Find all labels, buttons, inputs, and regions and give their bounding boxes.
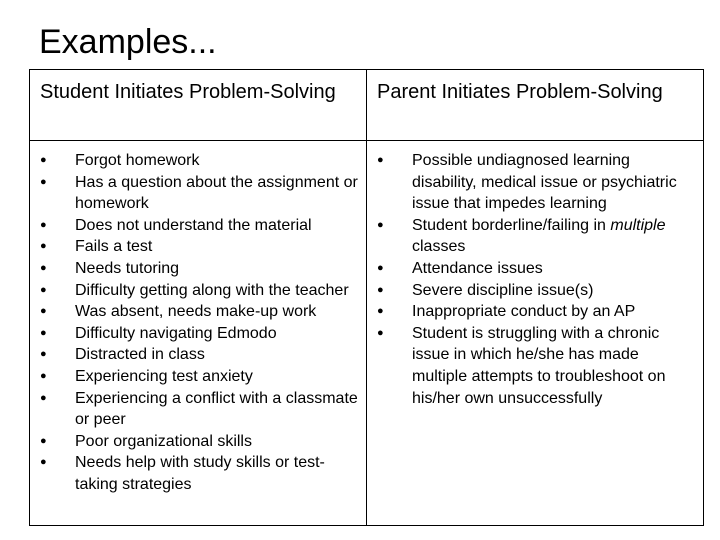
list-item-text: Forgot homework — [75, 152, 200, 169]
parent-cell — [367, 141, 704, 526]
bullet-icon: ● — [40, 261, 47, 274]
list-item — [40, 150, 360, 172]
bullet-icon: ● — [377, 326, 384, 339]
bullet-icon: ● — [377, 261, 384, 274]
bullet-icon: ● — [377, 154, 384, 166]
list-item — [40, 452, 360, 495]
list-item — [40, 388, 360, 431]
bullet-icon: ● — [40, 154, 47, 166]
list-item-text: Was absent, needs make-up work — [75, 303, 317, 321]
list-item — [40, 258, 360, 280]
list-item — [40, 236, 360, 258]
bullet-icon: ● — [40, 326, 47, 339]
bullet-icon: ● — [377, 218, 384, 231]
bullet-icon: ● — [40, 348, 47, 361]
bullet-icon: ● — [40, 369, 47, 382]
list-item-text: Needs tutoring — [75, 259, 180, 277]
page-title: Examples... — [39, 23, 217, 61]
list-item — [377, 323, 697, 409]
list-item-text: Distracted in class — [75, 346, 205, 364]
emphasis-text: multiple — [610, 216, 666, 234]
list-item-text: Possible undiagnosed learning disability, medical issue or psychiatric issue that impedes learning — [412, 152, 677, 213]
bullet-icon: ● — [40, 305, 47, 318]
bullet-icon: ● — [377, 283, 384, 296]
list-item-text: Poor organizational skills — [75, 432, 252, 450]
comparison-table — [29, 69, 704, 526]
student-examples-list — [40, 150, 360, 496]
column-heading-parent: Parent Initiates Problem-Solving — [367, 70, 704, 141]
list-item — [377, 150, 697, 215]
list-item-text: Fails a test — [75, 238, 153, 256]
bullet-icon: ● — [40, 283, 47, 296]
bullet-icon: ● — [40, 218, 47, 231]
list-item-text: Does not understand the material — [75, 216, 312, 234]
list-item — [377, 258, 697, 280]
list-item — [377, 301, 697, 323]
list-item-text: Inappropriate conduct by an AP — [412, 303, 636, 321]
list-item-text: Experiencing a conflict with a classmate or peer — [75, 389, 358, 429]
list-item-text: Needs help with study skills or test-taking strategies — [75, 454, 325, 493]
list-item — [40, 301, 360, 323]
bullet-icon: ● — [377, 305, 384, 318]
list-item — [40, 215, 360, 237]
bullet-icon: ● — [40, 175, 47, 188]
bullet-icon: ● — [40, 456, 47, 469]
list-item-text: Student is struggling with a chronic issue in which he/she has made multiple attempts to troubleshoot on his/her own unsuccessfully — [412, 324, 666, 407]
list-item — [40, 172, 360, 215]
parent-examples-list — [377, 150, 697, 409]
student-cell — [30, 141, 367, 526]
list-item-text: Student borderline/failing in multiple classes — [412, 216, 666, 256]
bullet-icon: ● — [40, 391, 47, 404]
list-item — [377, 280, 697, 302]
list-item — [40, 366, 360, 388]
list-item-text: Has a question about the assignment or homework — [75, 173, 358, 213]
table-body-row — [30, 141, 704, 526]
list-item — [40, 431, 360, 453]
bullet-icon: ● — [40, 434, 47, 447]
list-item-text: Attendance issues — [412, 259, 543, 277]
list-item — [40, 323, 360, 345]
list-item-text: Difficulty getting along with the teacher — [75, 281, 349, 299]
column-heading-student: Student Initiates Problem-Solving — [30, 70, 367, 141]
list-item — [377, 215, 697, 258]
bullet-icon: ● — [40, 240, 47, 253]
table-header-row — [30, 70, 704, 141]
list-item — [40, 280, 360, 302]
list-item-text: Severe discipline issue(s) — [412, 281, 594, 299]
list-item — [40, 344, 360, 366]
list-item-text: Experiencing test anxiety — [75, 367, 253, 385]
list-item-text: Difficulty navigating Edmodo — [75, 324, 277, 342]
